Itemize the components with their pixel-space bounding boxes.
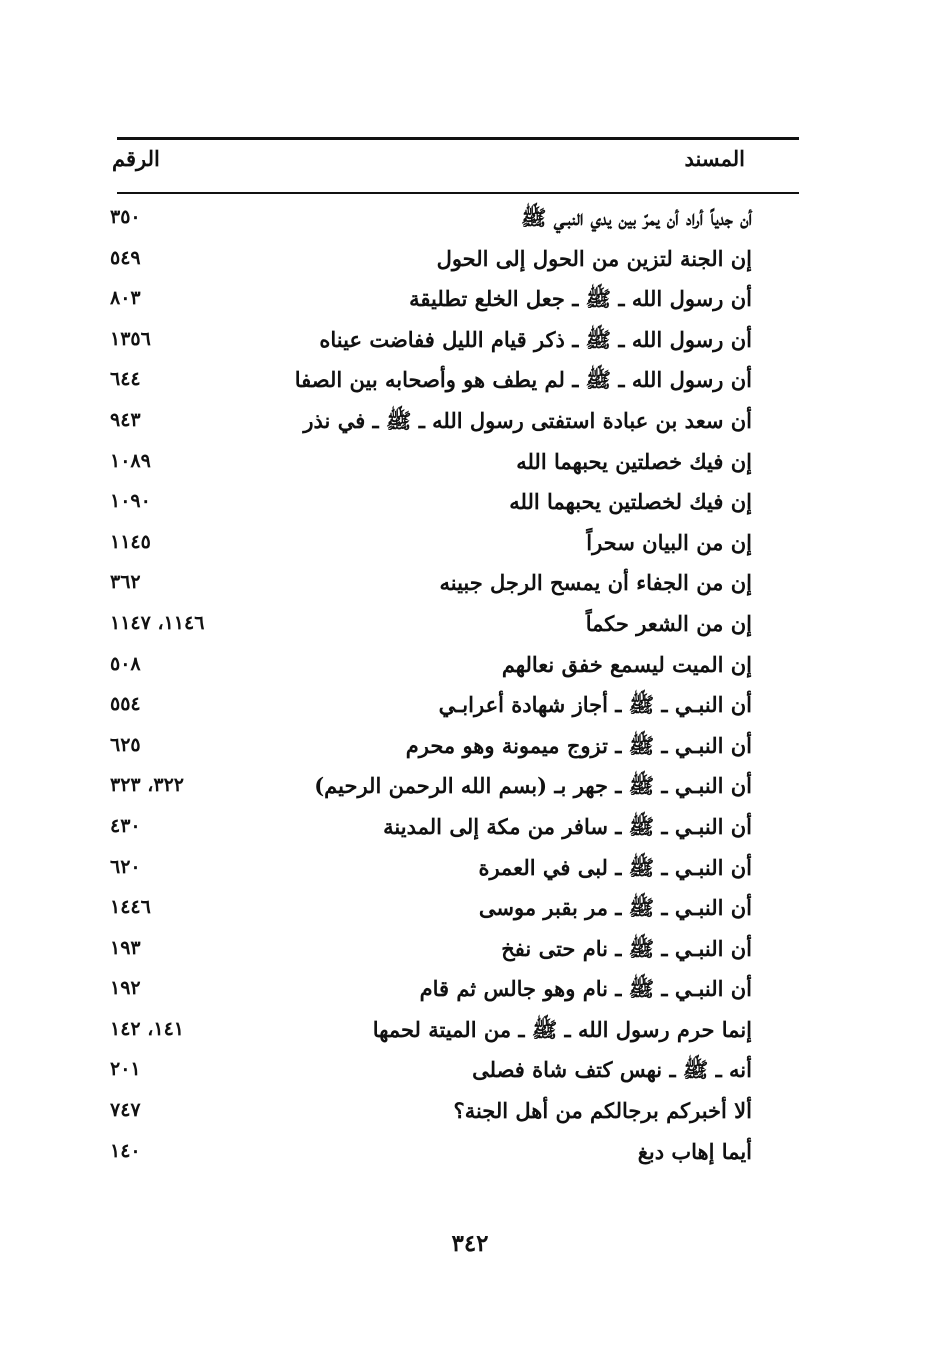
hadith-number: ١٤٠ [110,1139,141,1162]
index-list [100,201,752,1175]
hadith-incipit: أن النبـي ـ ﷺ ـ مر بقبر موسى [478,895,752,921]
hadith-number: ١٤١، ١٤٢ [110,1017,184,1040]
index-row [100,688,752,729]
top-rule [117,137,799,140]
hadith-incipit: إن الجنة لتزين من الحول إلى الحول [436,245,752,271]
hadith-number: ١٤٤٦ [110,896,151,919]
index-row [100,1094,752,1135]
hadith-incipit: أن سعد بن عبادة استفتى رسول الله ـ ﷺ ـ في نذر [303,407,752,433]
hadith-number: ٢٠١ [110,1058,141,1081]
hadith-number: ٥٠٨ [110,652,141,675]
index-row [100,485,752,526]
hadith-incipit: أن النبـي ـ ﷺ ـ لبى في العمرة [478,854,752,880]
hadith-incipit: أن النبـي ـ ﷺ ـ سافر من مكة إلى المدينة [383,813,752,839]
hadith-number: ٣٥٠ [110,206,141,228]
hadith-number: ٦٢٥ [110,733,141,756]
index-row [100,404,752,445]
index-row [100,526,752,567]
index-row [100,851,752,892]
hadith-incipit: إنما حرم رسول الله ـ ﷺ ـ من الميتة لحمها [372,1016,752,1042]
hadith-number: ١١٤٥ [110,530,151,553]
hadith-incipit: أن النبـي ـ ﷺ ـ جهر بـ (بسم الله الرحمن الرحيم) [314,773,752,799]
hadith-number: ٨٠٣ [110,287,141,310]
hadith-incipit: إن من الشعر حكماً [585,610,752,636]
hadith-number: ١٩٣ [110,936,141,959]
hadith-incipit: إن من الجفاء أن يمسح الرجل جبينه [439,570,752,596]
hadith-incipit: أن جدياً أراد أن يمرّ بين يدي النبـي ﷺ [520,205,752,230]
hadith-number: ٦٤٤ [110,368,141,391]
index-row [100,1013,752,1054]
index-row [100,363,752,404]
hadith-incipit: أن رسول الله ـ ﷺ ـ ذكر قيام الليل ففاضت عيناه [319,326,752,352]
hadith-number: ٩٤٣ [110,408,141,431]
index-row [100,607,752,648]
hadith-number: ٤٣٠ [110,814,141,837]
index-row [100,972,752,1013]
hadith-number: ١٣٥٦ [110,327,151,350]
hadith-incipit: إن من البيان سحراً [586,529,752,555]
index-row [100,242,752,283]
index-row [100,932,752,973]
index-row [100,323,752,364]
hadith-incipit: إن فيك لخصلتين يحبهما الله [509,489,752,515]
index-row [100,810,752,851]
hadith-incipit: أن النبـي ـ ﷺ ـ تزوج ميمونة وهو محرم [405,732,752,758]
index-row [100,282,752,323]
index-row [100,1053,752,1094]
page-number: ٣٤٢ [451,1230,489,1257]
hadith-number: ٧٤٧ [110,1099,141,1122]
index-row [100,201,752,242]
hadith-number: ١٩٢ [110,977,141,1000]
hadith-incipit: أن النبـي ـ ﷺ ـ نام حتى نفخ [501,935,752,961]
index-row [100,729,752,770]
header-number-column: الرقم [112,146,160,171]
hadith-number: ٥٥٤ [110,693,141,716]
hadith-incipit: ألا أخبركم برجالكم من أهل الجنة؟ [453,1098,752,1124]
index-row [100,566,752,607]
index-row [100,769,752,810]
index-row [100,891,752,932]
header-rule [117,192,799,194]
hadith-number: ٦٢٠ [110,855,141,878]
hadith-incipit: أيما إهاب دبغ [637,1138,752,1164]
hadith-number: ٥٤٩ [110,246,141,269]
hadith-incipit: إن فيك خصلتين يحبهما الله [516,448,752,474]
hadith-number: ١٠٨٩ [110,449,151,472]
hadith-incipit: إن الميت ليسمع خفق نعالهم [501,651,752,677]
hadith-incipit: أن رسول الله ـ ﷺ ـ جعل الخلع تطليقة [409,286,752,312]
hadith-number: ٣٦٢ [110,571,141,594]
hadith-incipit: أن رسول الله ـ ﷺ ـ لم يطف هو وأصحابه بين الصفا [294,367,752,393]
hadith-number: ١٠٩٠ [110,490,151,513]
hadith-number: ١١٤٦، ١١٤٧ [110,611,205,634]
hadith-incipit: أن النبـي ـ ﷺ ـ نام وهو جالس ثم قام [419,976,752,1002]
hadith-incipit: أن النبـي ـ ﷺ ـ أجاز شهادة أعرابـي [438,692,752,718]
index-row [100,445,752,486]
hadith-number: ٣٢٢، ٣٢٣ [110,774,184,797]
header-text-column: المسند [684,146,745,171]
index-row [100,648,752,689]
hadith-incipit: أنه ـ ﷺ ـ نهس كتف شاة فصلى [472,1057,752,1083]
index-row [100,1135,752,1176]
